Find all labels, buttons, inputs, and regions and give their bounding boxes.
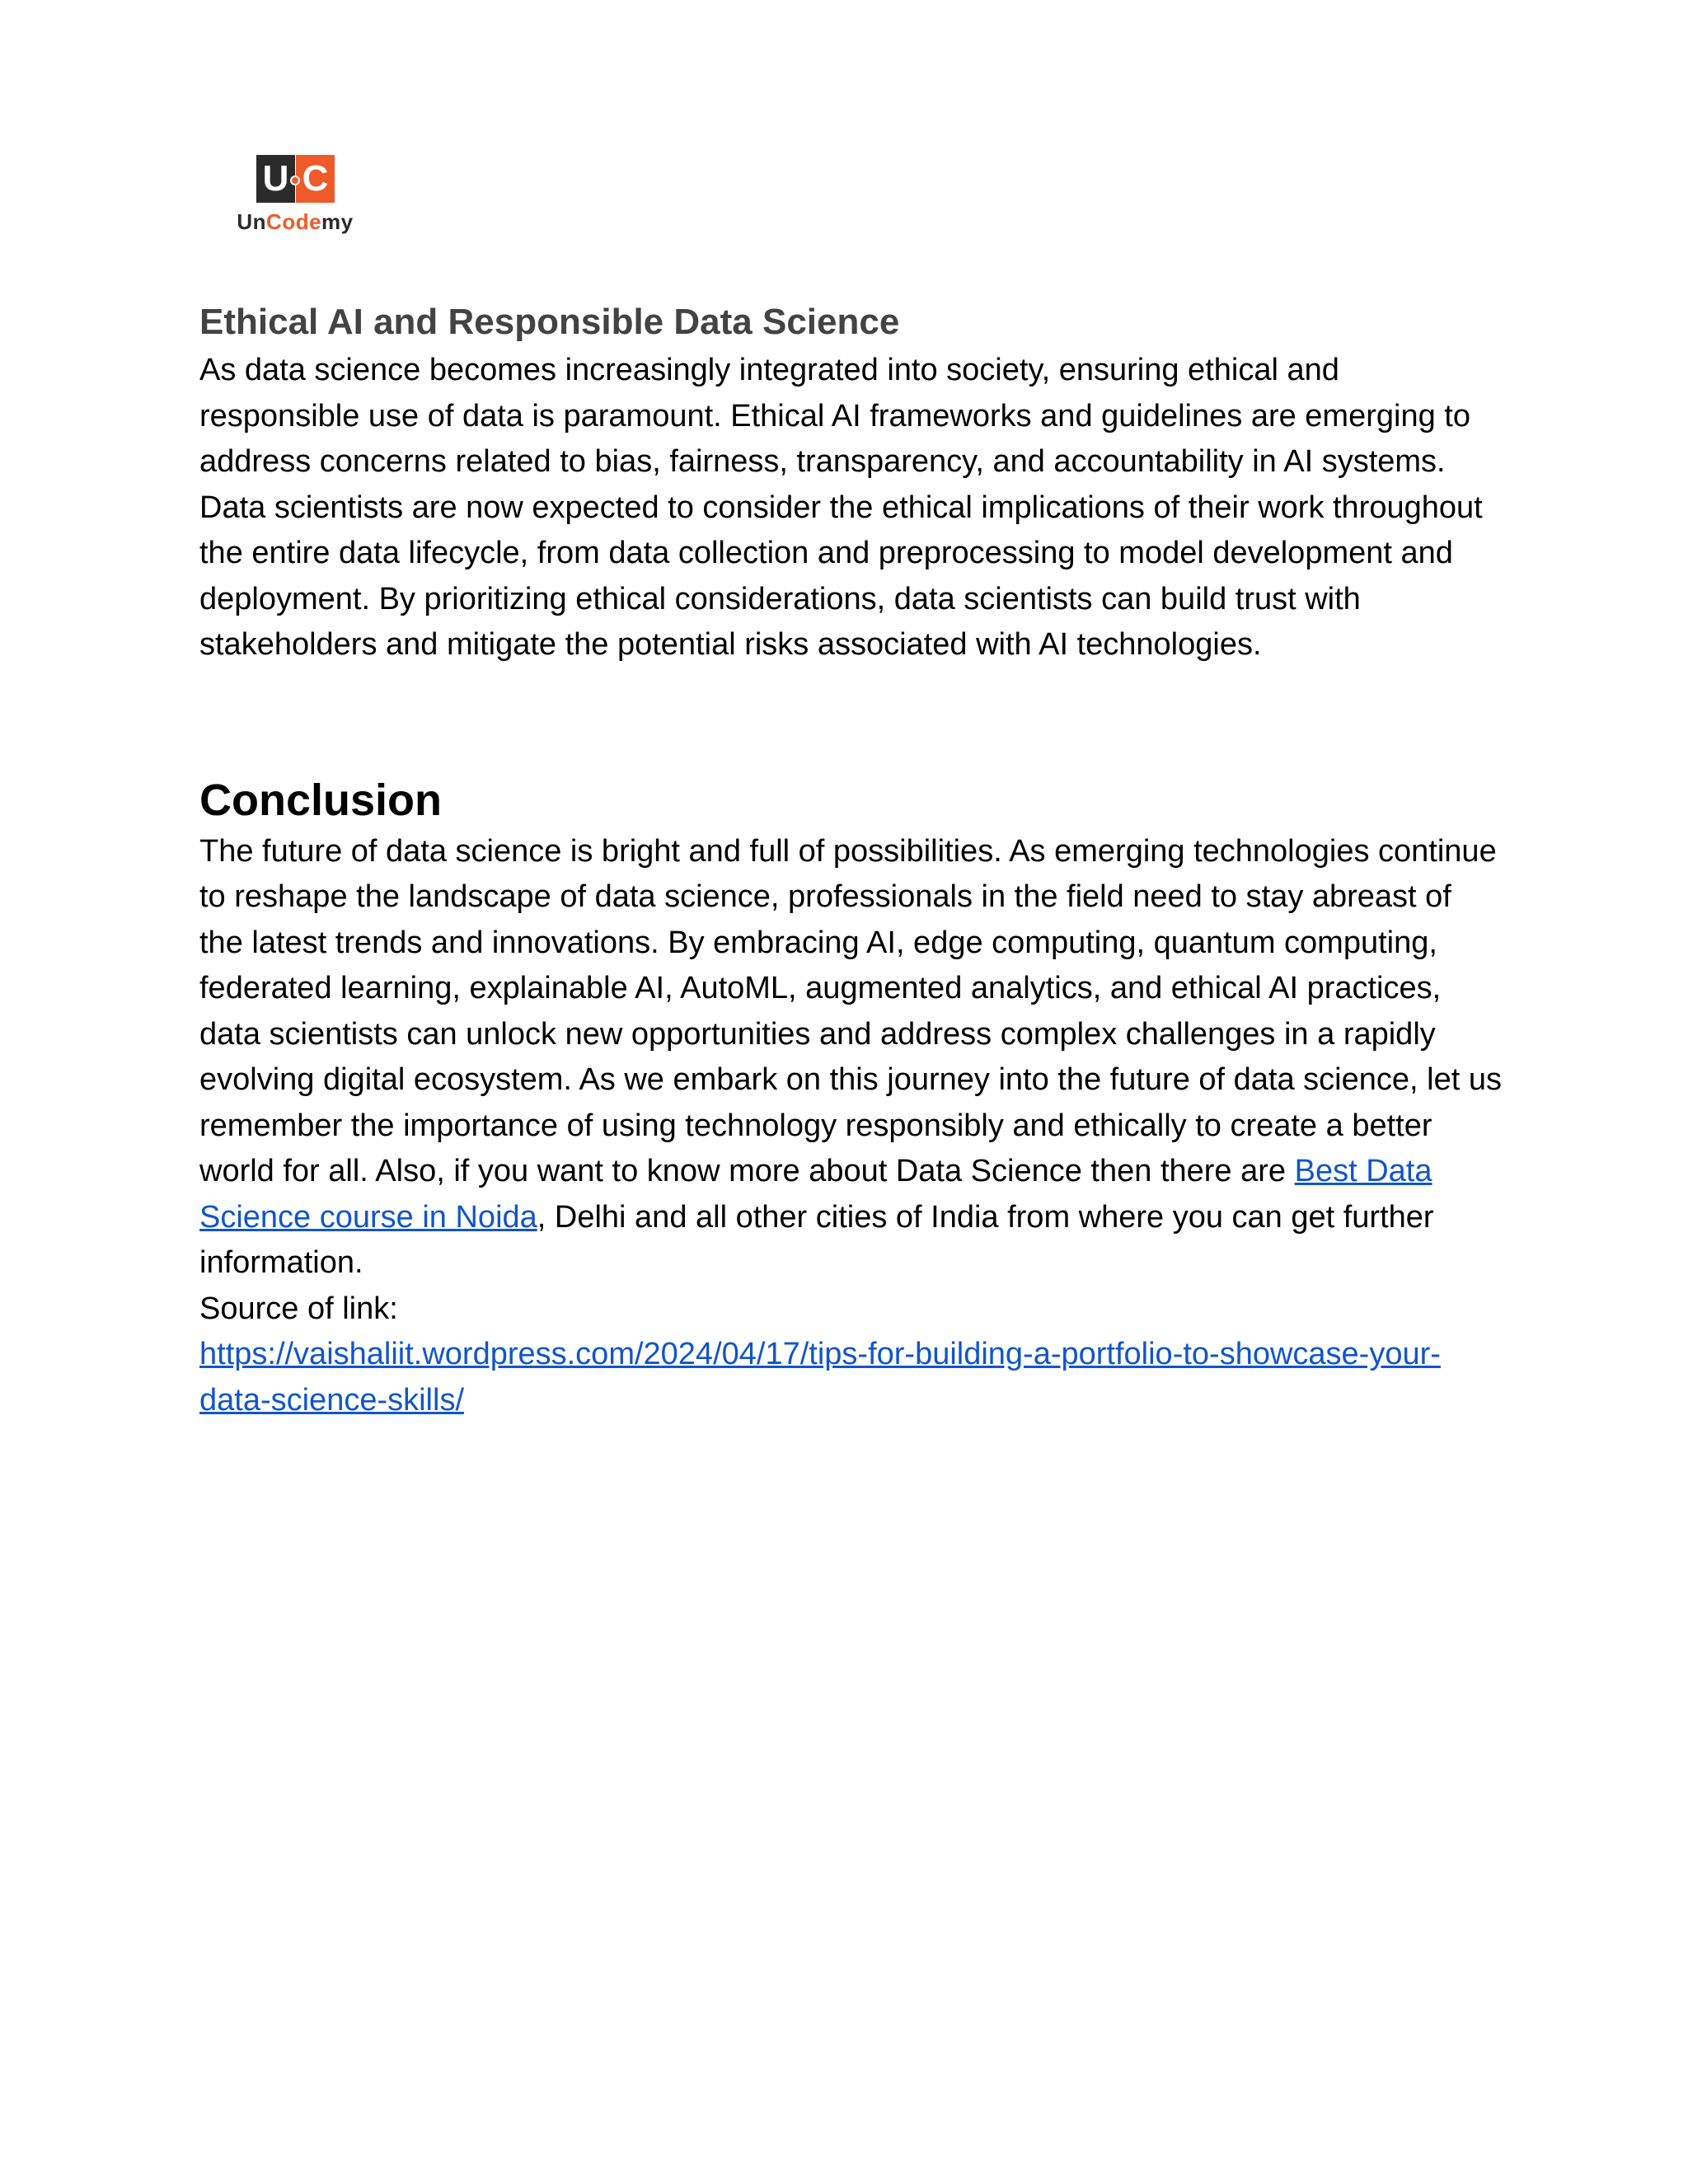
logo-wordmark [229, 209, 361, 235]
logo-word-part1: Un [237, 209, 267, 234]
conclusion-text-before-link: The future of data science is bright and full of possibilities. As emerging technologies continue to reshape the landscape of data science, professionals in the field need to stay abreast of the latest trends and innovations. By embracing AI, edge computing, quantum computing, federated learning, explainable AI, AutoML, augmented analytics, and ethical AI practices, data scientists can unlock new opportunities and address complex challenges in a rapidly evolving digital ecosystem. As we embark on this journey into the future of data science, let us remember the importance of using technology responsibly and ethically to create a better world for all. Also, if you want to know more about Data Science then there are [199, 833, 1502, 1188]
course-link[interactable]: Best Data Science course in Noida [199, 1154, 1432, 1235]
ethical-ai-paragraph: As data science becomes increasingly integrated into society, ensuring ethical and responsible use of data is paramount. Ethical AI frameworks and guidelines are emerging to address concerns related to bias, fairness, transparency, and accountability in AI systems. Data scientists are now expected to consider the ethical implications of their work throughout the entire data lifecycle, from data collection and preprocessing to model development and deployment. By prioritizing ethical considerations, data scientists can build trust with stakeholders and mitigate the potential risks associated with AI technologies. [199, 353, 1483, 662]
conclusion-heading: Conclusion [199, 775, 442, 825]
document-content [199, 297, 1502, 1423]
conclusion-text-after-link: , Delhi and all other cities of India from where you can get further information. [199, 1199, 1434, 1280]
section-title: Ethical AI and Responsible Data Science [199, 302, 900, 342]
logo-letter-u: U [256, 155, 295, 203]
logo-word-part2: Code [266, 209, 322, 234]
source-url-link[interactable]: https://vaishaliit.wordpress.com/2024/04/17/tips-for-building-a-portfolio-to-showcase-your-data-science-skills/ [199, 1337, 1441, 1418]
logo-mark [256, 155, 335, 203]
conclusion-paragraph [199, 829, 1502, 1286]
logo-letter-c: C [296, 155, 335, 203]
source-url-line [199, 1332, 1502, 1423]
source-label: Source of link: [199, 1291, 398, 1326]
logo-dot-icon [290, 176, 300, 185]
logo-word-part3: my [321, 209, 354, 234]
uncodemy-logo [229, 155, 361, 237]
